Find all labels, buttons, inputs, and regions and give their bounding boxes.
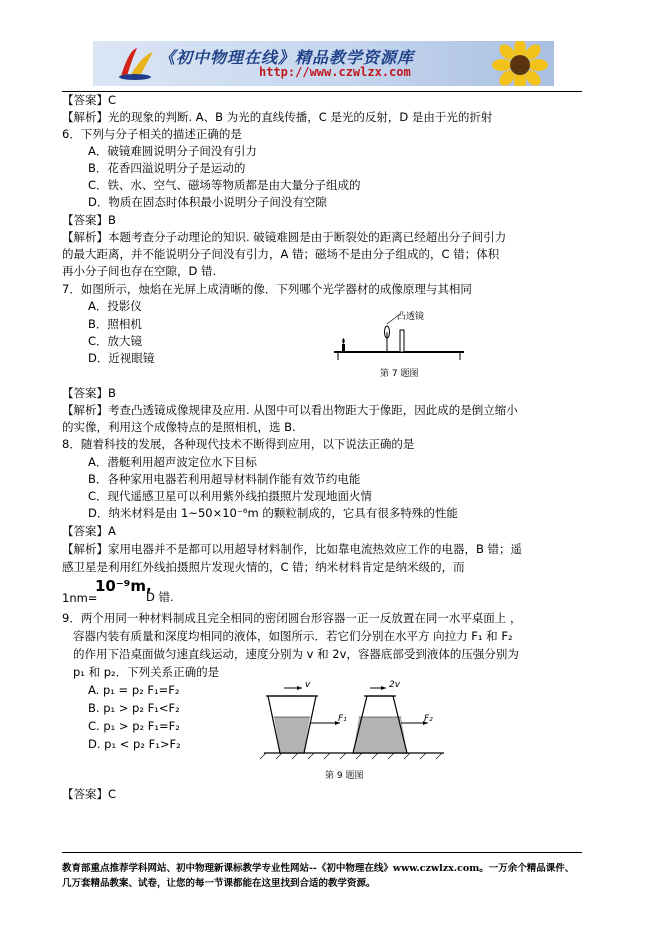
analysis-6-line3: 再小分子间也存在空隙，D 错. xyxy=(62,264,217,278)
q9-option-d: D. p₁ < p₂ F₁>F₂ xyxy=(88,737,181,751)
answer-6: 【答案】B xyxy=(62,213,116,227)
fig7-lens-label: 凸透镜 xyxy=(397,312,425,322)
header-url[interactable]: http://www.czwlzx.com xyxy=(259,65,411,79)
answer-9: 【答案】C xyxy=(62,787,117,801)
analysis-7-line2: 的实像，利用这个成像特点的是照相机，选 B. xyxy=(62,420,296,434)
logo-icon xyxy=(115,46,155,82)
q8-option-d: D．纳米材料是由 1~50×10⁻⁶m 的颗粒制成的，它具有很多特殊的性能 xyxy=(88,506,458,520)
analysis-5: 【解析】光的现象的判断. A、B 为光的直线传播，C 是光的反射，D 是由于光的折射 xyxy=(62,110,493,124)
analysis-7-line1: 【解析】考查凸透镜成像规律及应用. 从图中可以看出物距大于像距，因此成的是倒立缩小 xyxy=(62,403,518,417)
fig9-label-f1: F₁ xyxy=(338,714,347,724)
sunflower-icon xyxy=(488,41,552,86)
q6-option-c: C．铁、水、空气、磁场等物质都是由大量分子组成的 xyxy=(88,178,361,192)
analysis-8-nm-value: 10⁻⁹m, xyxy=(95,577,152,595)
figure-9-containers xyxy=(258,678,448,760)
analysis-6-line2: 的最大距离，并不能说明分子间没有引力，A 错；磁场不是由分子组成的，C 错；体积 xyxy=(62,247,500,261)
screen xyxy=(400,330,404,352)
q8-option-a: A．潜艇利用超声波定位水下目标 xyxy=(88,455,257,469)
fig9-label-v2: 2v xyxy=(389,680,401,690)
question-9-line3: 的作用下沿桌面做匀速直线运动，速度分别为 v 和 2v，容器底部受到液体的压强分别为 xyxy=(73,647,519,661)
question-6: 6．下列与分子相关的描述正确的是 xyxy=(62,127,242,141)
question-9-line4: p₁ 和 p₂．下列关系正确的是 xyxy=(73,665,220,679)
analysis-8-line1: 【解析】家用电器并不是都可以用超导材料制作，比如靠电流热效应工作的电器，B 错；遥 xyxy=(62,542,523,556)
fig9-label-v1: v xyxy=(305,680,311,690)
analysis-8-nm-prefix: 1nm= xyxy=(62,591,98,605)
q8-option-b: B．各种家用电器若利用超导材料制作能有效节约电能 xyxy=(88,472,361,486)
q6-option-a: A．破镜难圆说明分子间没有引力 xyxy=(88,144,257,158)
q8-option-c: C．现代遥感卫星可以利用紫外线拍摄照片发现地面火情 xyxy=(88,489,373,503)
q7-option-d: D．近视眼镜 xyxy=(88,351,155,365)
candle xyxy=(342,344,345,352)
q9-option-b: B. p₁ > p₂ F₁<F₂ xyxy=(88,701,180,715)
answer-8: 【答案】A xyxy=(62,524,116,538)
question-9-line2: 容器内装有质量和深度均相同的液体，如图所示．若它们分别在水平方 向拉力 F₁ 和 F₂ xyxy=(73,629,513,643)
q9-option-a: A. p₁ = p₂ F₁=F₂ xyxy=(88,683,180,697)
question-9-line1: 9．两个用同一种材料制成且完全相同的密闭圆台形容器一正一反放置在同一水平桌面上 ， xyxy=(62,611,522,625)
q6-option-d: D．物质在固态时体积最小说明分子间没有空隙 xyxy=(88,195,327,209)
answer-7: 【答案】B xyxy=(62,386,116,400)
question-8: 8．随着科技的发展，各种现代技术不断得到应用，以下说法正确的是 xyxy=(62,437,415,451)
header-banner xyxy=(93,41,554,86)
header-rule xyxy=(62,91,582,92)
q7-option-c: C．放大镜 xyxy=(88,334,143,348)
q9-option-c: C. p₁ > p₂ F₁=F₂ xyxy=(88,719,180,733)
footer-rule xyxy=(62,852,582,853)
fig9-label-f2: F₂ xyxy=(424,714,433,724)
answer-5: 【答案】C xyxy=(62,93,117,107)
q7-option-a: A．投影仪 xyxy=(88,299,142,313)
analysis-8-tail: D 错. xyxy=(146,590,174,604)
fig9-caption: 第 9 题图 xyxy=(325,771,364,781)
analysis-6-line1: 【解析】本题考查分子动理论的知识. 破镜难圆是由于断裂处的距离已经超出分子间引力 xyxy=(62,230,507,244)
q7-option-b: B．照相机 xyxy=(88,317,142,331)
footer-line1: 教育部重点推荐学科网站、初中物理新课标教学专业性网站--《初中物理在线》www.czwlzx.com。一万余个精品课件、 xyxy=(62,863,575,874)
analysis-8-line2: 感卫星是利用红外线拍摄照片发现火情的，C 错；纳米材料肯定是纳米级的，而 xyxy=(62,560,465,574)
header-title: 《初中物理在线》精品教学资源库 xyxy=(159,48,415,67)
question-7: 7．如图所示，烛焰在光屏上成清晰的像．下列哪个光学器材的成像原理与其相同 xyxy=(62,282,472,296)
q6-option-b: B．花香四溢说明分子是运动的 xyxy=(88,161,246,175)
footer-line2: 几万套精品教案、试卷，让您的每一节课都能在这里找到合适的教学资源。 xyxy=(62,878,376,889)
fig7-caption: 第 7 题图 xyxy=(380,369,419,379)
